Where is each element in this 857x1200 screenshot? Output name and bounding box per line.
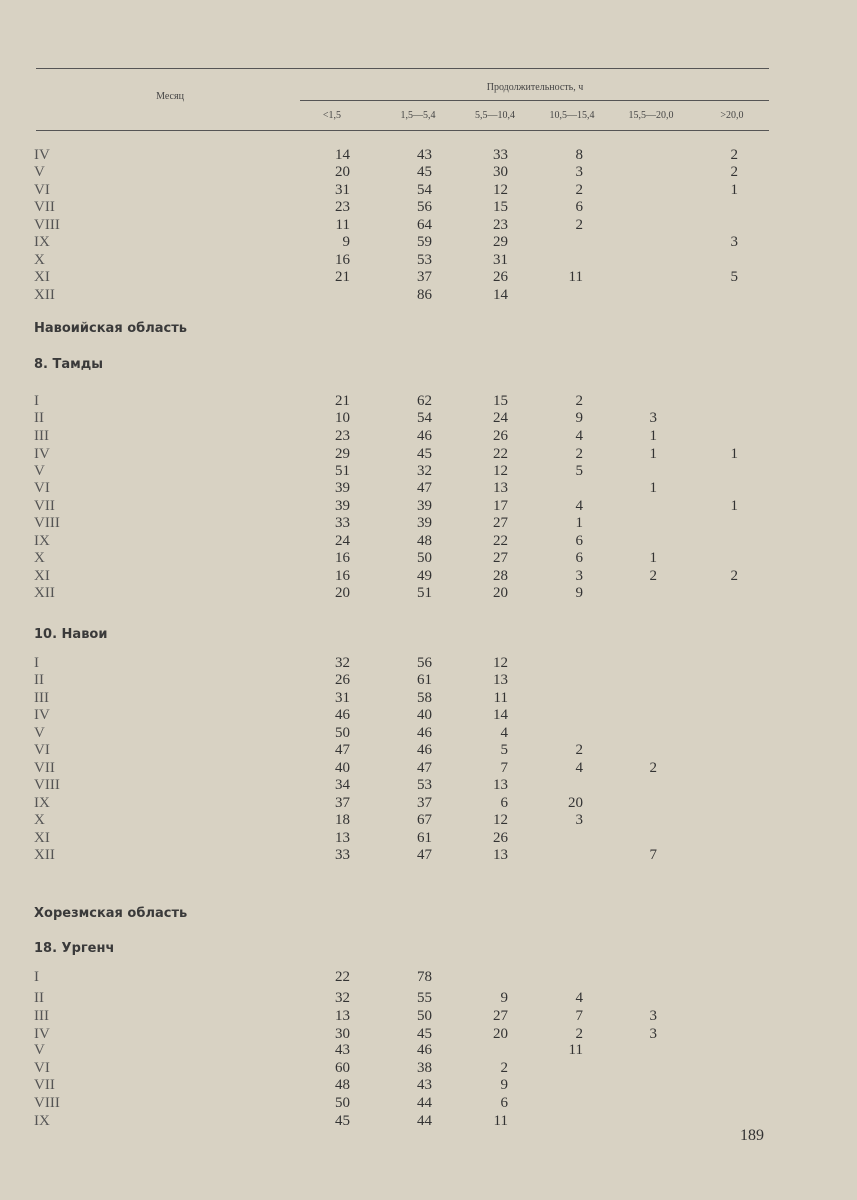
table-row: [0, 497, 857, 515]
value-cell: 24: [335, 533, 350, 549]
month-cell: IV: [34, 1026, 50, 1042]
value-cell: 47: [417, 760, 432, 776]
month-cell: XII: [34, 287, 55, 303]
value-cell: 33: [335, 515, 350, 531]
value-cell: 31: [493, 252, 508, 268]
month-cell: XII: [34, 847, 55, 863]
value-cell: 14: [493, 707, 508, 723]
table-row: [0, 532, 857, 550]
value-cell: 67: [417, 812, 432, 828]
value-cell: 1: [730, 498, 738, 514]
value-cell: 55: [417, 990, 432, 1006]
month-cell: IX: [34, 234, 50, 250]
value-cell: 8: [575, 147, 583, 163]
value-cell: 31: [335, 182, 350, 198]
value-cell: 30: [335, 1026, 350, 1042]
table-row: [0, 233, 857, 251]
table-row: [0, 427, 857, 445]
value-cell: 2: [649, 568, 657, 584]
value-cell: 22: [335, 969, 350, 985]
value-cell: 9: [500, 1077, 508, 1093]
value-cell: 46: [417, 1042, 432, 1058]
value-cell: 1: [649, 480, 657, 496]
value-cell: 2: [575, 742, 583, 758]
table-row: [0, 989, 857, 1007]
value-cell: 6: [500, 1095, 508, 1111]
value-cell: 26: [335, 672, 350, 688]
table-row: [0, 759, 857, 777]
value-cell: 10: [335, 410, 350, 426]
value-cell: 39: [335, 480, 350, 496]
table-row: [0, 1007, 857, 1025]
value-cell: 11: [493, 1113, 508, 1129]
value-cell: 44: [417, 1095, 432, 1111]
value-cell: 46: [417, 725, 432, 741]
value-cell: 23: [493, 217, 508, 233]
value-cell: 1: [730, 446, 738, 462]
table-row: [0, 146, 857, 164]
value-cell: 39: [417, 515, 432, 531]
value-cell: 86: [417, 287, 432, 303]
value-cell: 46: [335, 707, 350, 723]
month-cell: VI: [34, 480, 50, 496]
column-header: <1,5: [322, 110, 342, 121]
month-cell: IX: [34, 533, 50, 549]
value-cell: 26: [493, 830, 508, 846]
value-cell: 32: [335, 655, 350, 671]
table-row: [0, 268, 857, 286]
value-cell: 43: [417, 1077, 432, 1093]
value-cell: 51: [417, 585, 432, 601]
value-cell: 38: [417, 1060, 432, 1076]
table-row: [0, 794, 857, 812]
month-cell: VIII: [34, 217, 60, 233]
value-cell: 15: [493, 393, 508, 409]
value-cell: 13: [493, 480, 508, 496]
value-cell: 47: [335, 742, 350, 758]
value-cell: 29: [335, 446, 350, 462]
month-cell: III: [34, 428, 49, 444]
table-row: [0, 216, 857, 234]
value-cell: 12: [493, 182, 508, 198]
month-cell: XII: [34, 585, 55, 601]
value-cell: 32: [335, 990, 350, 1006]
value-cell: 50: [335, 1095, 350, 1111]
value-cell: 11: [493, 690, 508, 706]
value-cell: 43: [335, 1042, 350, 1058]
station-heading: 8. Тамды: [34, 357, 104, 372]
month-cell: I: [34, 393, 39, 409]
month-cell: II: [34, 410, 44, 426]
value-cell: 13: [335, 1008, 350, 1024]
table-row: [0, 181, 857, 199]
value-cell: 47: [417, 847, 432, 863]
value-cell: 46: [417, 742, 432, 758]
value-cell: 40: [417, 707, 432, 723]
value-cell: 21: [335, 269, 350, 285]
value-cell: 27: [493, 1008, 508, 1024]
value-cell: 13: [493, 847, 508, 863]
value-cell: 9: [575, 585, 583, 601]
month-cell: X: [34, 252, 45, 268]
region-heading: Навоийская область: [34, 321, 187, 336]
value-cell: 20: [493, 1026, 508, 1042]
value-cell: 37: [335, 795, 350, 811]
value-cell: 48: [417, 533, 432, 549]
value-cell: 24: [493, 410, 508, 426]
table-row: [0, 671, 857, 689]
value-cell: 23: [335, 199, 350, 215]
value-cell: 11: [568, 1042, 583, 1058]
value-cell: 15: [493, 199, 508, 215]
value-cell: 48: [335, 1077, 350, 1093]
value-cell: 9: [500, 990, 508, 1006]
table-row: [0, 1059, 857, 1077]
value-cell: 13: [335, 830, 350, 846]
value-cell: 26: [493, 428, 508, 444]
value-cell: 54: [417, 410, 432, 426]
column-header: 5,5—10,4: [475, 110, 515, 121]
month-cell: I: [34, 655, 39, 671]
value-cell: 16: [335, 252, 350, 268]
region-heading: Хорезмская область: [34, 906, 188, 921]
value-cell: 2: [575, 393, 583, 409]
value-cell: 6: [575, 550, 583, 566]
value-cell: 26: [493, 269, 508, 285]
column-header: 15,5—20,0: [628, 110, 674, 121]
table-row: [0, 392, 857, 410]
month-cell: XI: [34, 830, 50, 846]
value-cell: 50: [417, 1008, 432, 1024]
value-cell: 20: [493, 585, 508, 601]
value-cell: 78: [417, 969, 432, 985]
value-cell: 34: [335, 777, 350, 793]
table-row: [0, 198, 857, 216]
value-cell: 45: [417, 1026, 432, 1042]
value-cell: 3: [649, 1008, 657, 1024]
value-cell: 61: [417, 830, 432, 846]
value-cell: 59: [417, 234, 432, 250]
table-row: [0, 689, 857, 707]
value-cell: 50: [417, 550, 432, 566]
value-cell: 4: [575, 990, 583, 1006]
month-cell: III: [34, 1008, 49, 1024]
value-cell: 43: [417, 147, 432, 163]
value-cell: 28: [493, 568, 508, 584]
table-row: [0, 479, 857, 497]
value-cell: 62: [417, 393, 432, 409]
table-row: [0, 409, 857, 427]
value-cell: 2: [730, 568, 738, 584]
table-row: [0, 811, 857, 829]
value-cell: 22: [493, 533, 508, 549]
table-row: [0, 567, 857, 585]
table-row: [0, 286, 857, 304]
month-cell: VIII: [34, 1095, 60, 1111]
value-cell: 27: [493, 550, 508, 566]
value-cell: 40: [335, 760, 350, 776]
table-row: [0, 968, 857, 986]
value-cell: 7: [500, 760, 508, 776]
value-cell: 12: [493, 655, 508, 671]
month-cell: II: [34, 672, 44, 688]
page-number: 189: [740, 1127, 764, 1144]
month-column-header: Месяц: [156, 91, 184, 102]
value-cell: 45: [335, 1113, 350, 1129]
value-cell: 4: [575, 498, 583, 514]
value-cell: 23: [335, 428, 350, 444]
value-cell: 46: [417, 428, 432, 444]
value-cell: 53: [417, 777, 432, 793]
value-cell: 18: [335, 812, 350, 828]
value-cell: 27: [493, 515, 508, 531]
value-cell: 11: [568, 269, 583, 285]
value-cell: 37: [417, 269, 432, 285]
month-cell: VIII: [34, 515, 60, 531]
value-cell: 56: [417, 655, 432, 671]
duration-column-group-header: Продолжительность, ч: [486, 82, 584, 93]
value-cell: 37: [417, 795, 432, 811]
month-cell: X: [34, 550, 45, 566]
value-cell: 1: [649, 446, 657, 462]
table-row: [0, 741, 857, 759]
table-row: [0, 846, 857, 864]
value-cell: 1: [730, 182, 738, 198]
value-cell: 21: [335, 393, 350, 409]
value-cell: 29: [493, 234, 508, 250]
value-cell: 50: [335, 725, 350, 741]
table-row: [0, 549, 857, 567]
month-cell: V: [34, 1042, 45, 1058]
value-cell: 2: [575, 1026, 583, 1042]
value-cell: 2: [575, 446, 583, 462]
value-cell: 2: [575, 217, 583, 233]
value-cell: 39: [417, 498, 432, 514]
value-cell: 4: [575, 760, 583, 776]
station-heading: 18. Ургенч: [34, 941, 115, 956]
value-cell: 12: [493, 812, 508, 828]
value-cell: 1: [649, 428, 657, 444]
value-cell: 3: [730, 234, 738, 250]
month-cell: IV: [34, 446, 50, 462]
table-top-rule: [36, 68, 769, 69]
value-cell: 13: [493, 777, 508, 793]
value-cell: 54: [417, 182, 432, 198]
month-cell: VI: [34, 1060, 50, 1076]
value-cell: 2: [500, 1060, 508, 1076]
value-cell: 2: [649, 760, 657, 776]
value-cell: 22: [493, 446, 508, 462]
value-cell: 53: [417, 252, 432, 268]
value-cell: 33: [335, 847, 350, 863]
value-cell: 7: [575, 1008, 583, 1024]
value-cell: 12: [493, 463, 508, 479]
value-cell: 56: [417, 199, 432, 215]
value-cell: 6: [575, 199, 583, 215]
column-header: 10,5—15,4: [549, 110, 595, 121]
value-cell: 60: [335, 1060, 350, 1076]
table-row: [0, 829, 857, 847]
month-cell: VII: [34, 498, 55, 514]
value-cell: 30: [493, 164, 508, 180]
month-cell: X: [34, 812, 45, 828]
value-cell: 6: [500, 795, 508, 811]
value-cell: 3: [575, 812, 583, 828]
month-cell: VIII: [34, 777, 60, 793]
value-cell: 13: [493, 672, 508, 688]
month-cell: IX: [34, 1113, 50, 1129]
column-header: >20,0: [720, 110, 744, 121]
value-cell: 32: [417, 463, 432, 479]
value-cell: 31: [335, 690, 350, 706]
value-cell: 4: [500, 725, 508, 741]
table-row: [0, 584, 857, 602]
value-cell: 45: [417, 164, 432, 180]
value-cell: 61: [417, 672, 432, 688]
value-cell: 5: [500, 742, 508, 758]
value-cell: 2: [575, 182, 583, 198]
month-cell: XI: [34, 568, 50, 584]
month-cell: II: [34, 990, 44, 1006]
table-row: [0, 706, 857, 724]
value-cell: 47: [417, 480, 432, 496]
month-cell: IV: [34, 147, 50, 163]
value-cell: 16: [335, 568, 350, 584]
value-cell: 5: [575, 463, 583, 479]
value-cell: 33: [493, 147, 508, 163]
value-cell: 64: [417, 217, 432, 233]
table-row: [0, 724, 857, 742]
table-row: [0, 514, 857, 532]
value-cell: 3: [649, 1026, 657, 1042]
value-cell: 1: [649, 550, 657, 566]
value-cell: 39: [335, 498, 350, 514]
month-cell: VII: [34, 199, 55, 215]
value-cell: 49: [417, 568, 432, 584]
table-row: [0, 776, 857, 794]
value-cell: 3: [649, 410, 657, 426]
month-cell: V: [34, 463, 45, 479]
value-cell: 9: [342, 234, 350, 250]
value-cell: 51: [335, 463, 350, 479]
value-cell: 4: [575, 428, 583, 444]
value-cell: 16: [335, 550, 350, 566]
value-cell: 7: [649, 847, 657, 863]
month-cell: XI: [34, 269, 50, 285]
table-row: [0, 445, 857, 463]
value-cell: 20: [335, 164, 350, 180]
value-cell: 3: [575, 568, 583, 584]
value-cell: 9: [575, 410, 583, 426]
month-cell: IV: [34, 707, 50, 723]
header-bottom-rule: [36, 130, 769, 131]
value-cell: 11: [335, 217, 350, 233]
table-row: [0, 1112, 857, 1130]
table-row: [0, 654, 857, 672]
table-row: [0, 1076, 857, 1094]
month-cell: III: [34, 690, 49, 706]
column-header: 1,5—5,4: [400, 110, 436, 121]
month-cell: VII: [34, 1077, 55, 1093]
value-cell: 1: [575, 515, 583, 531]
table-row: [0, 163, 857, 181]
value-cell: 2: [730, 164, 738, 180]
station-heading: 10. Навои: [34, 627, 108, 642]
value-cell: 3: [575, 164, 583, 180]
value-cell: 45: [417, 446, 432, 462]
month-cell: VI: [34, 182, 50, 198]
value-cell: 5: [730, 269, 738, 285]
table-row: [0, 251, 857, 269]
month-cell: V: [34, 725, 45, 741]
table-row: [0, 462, 857, 480]
table-row: [0, 1094, 857, 1112]
month-cell: VI: [34, 742, 50, 758]
value-cell: 14: [335, 147, 350, 163]
value-cell: 17: [493, 498, 508, 514]
value-cell: 20: [335, 585, 350, 601]
value-cell: 58: [417, 690, 432, 706]
month-cell: I: [34, 969, 39, 985]
value-cell: 2: [730, 147, 738, 163]
month-cell: IX: [34, 795, 50, 811]
value-cell: 6: [575, 533, 583, 549]
value-cell: 20: [568, 795, 583, 811]
month-cell: VII: [34, 760, 55, 776]
header-sub-rule: [300, 100, 769, 101]
month-cell: V: [34, 164, 45, 180]
table-row: [0, 1041, 857, 1059]
value-cell: 14: [493, 287, 508, 303]
value-cell: 44: [417, 1113, 432, 1129]
